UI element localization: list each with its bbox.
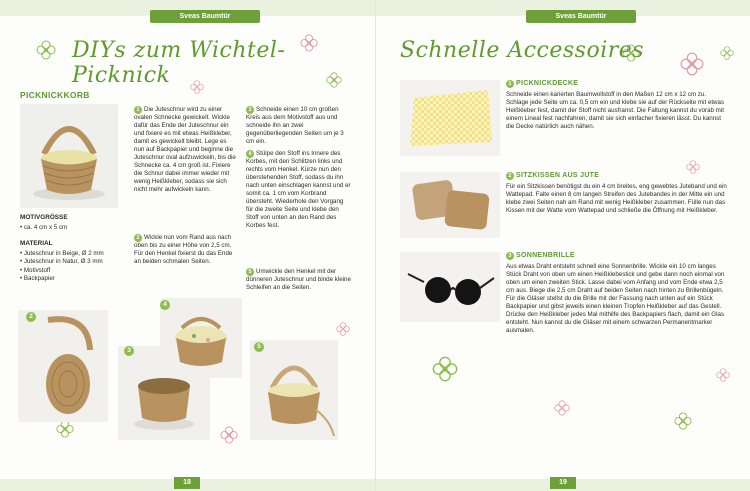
flower-icon: [686, 160, 700, 174]
step-number: 4: [246, 150, 254, 158]
item-heading: PICKNICKDECKE: [516, 80, 579, 87]
page-number: 18: [174, 477, 200, 489]
step-text: Schneide einen 10 cm großen Kreis aus dem Motivstoff aus und schneide ihn an zwei gegenüberliegenden Seiten um je 3 cm ein.: [246, 106, 344, 145]
material-heading: MATERIAL: [20, 240, 53, 247]
right-page: [375, 0, 750, 491]
step-4-photo: [160, 298, 242, 378]
step-1: [134, 106, 237, 194]
photo-number: 3: [124, 346, 134, 356]
item-heading: SONNENBRILLE: [516, 252, 575, 259]
section-heading: PICKNICKKORB: [20, 90, 90, 100]
page-title: DIYs zum Wichtel-Picknick: [72, 38, 286, 88]
flower-icon: [680, 52, 704, 76]
material-item: • Motivstoff: [20, 267, 120, 275]
chapter-tab: Sveas Baumtür: [150, 10, 260, 23]
step-number: 2: [134, 234, 142, 242]
step-text: Stülpe den Stoff ins Innere des Korbes, mit den Schlitzen links und rechts vom Henkel. Kürze nun den überstehenden Stoff, sodass du ihn nach unten einschlagen kannst und er somit ca. 1 cm vom Korbrand übersteht. Wiederhole den Vorgang für die zweite Seite und klebe den Stoff von unten an den Rand des Korbes fest.: [246, 150, 351, 229]
step-number: 1: [134, 106, 142, 114]
step-5: [246, 268, 352, 292]
photo-number: 4: [160, 300, 170, 310]
page-title: Schnelle Accessoires: [400, 38, 645, 63]
step-2-photo: [18, 310, 108, 422]
step-2: [134, 234, 237, 266]
flower-icon: [36, 40, 56, 60]
photo-number: 5: [254, 342, 264, 352]
step-number: 3: [246, 106, 254, 114]
flower-icon: [674, 412, 692, 430]
motif-size-value: • ca. 4 cm x 5 cm: [20, 224, 68, 231]
sunglasses-photo: [400, 252, 500, 322]
basket-photo: [20, 104, 118, 208]
photo-number: 2: [26, 312, 36, 322]
step-4: [246, 150, 352, 230]
cushion-photo: [400, 172, 500, 238]
item-number: 1: [506, 80, 514, 88]
item-text: Aus etwas Draht entsteht schnell eine Sonnenbrille. Wickle ein 10 cm langes Stück Draht von oben um einen Heißklebestick und gebe dann noch einmal von oben um einen zweiten Stick. Lasse dabei vom Anfang und vom Ende etwa 2,5 cm aus. Biege die 2,5 cm Draht auf beiden Seiten nach hinten zu Brillenbügeln. Für die Gläser stellst du die Brille mit der Fassung nach unten auf ein Stück Backpapier und gibst jeweils einen kleinen Tropfen Heißkleber auf das Gestell. Drücke den Heißkleber jedes Mal mithilfe des Backpapiers flach, damit ein Glas entsteht. Nun kannst du die Gläser mit einem schwarzen Permanentmarker ausmalen.: [506, 263, 725, 334]
chapter-tab: Sveas Baumtür: [526, 10, 636, 23]
material-list: [20, 250, 120, 284]
flower-icon: [554, 400, 570, 416]
step-text: Die Juteschnur wird zu einer ovalen Schnecke gewickelt. Wickle dafür das Ende der Juteschnur ein und fixiere es mit etwas Heißkleber, damit es gewickelt bleibt. Lege es nun auf Backpapier und beginne die Juteschnur oval aufzuwickeln, bis die Schnecke ca. 4 cm groß ist. Fixiere die Schnur dabei immer wieder mit wenig Heißkleber, sodass sie sich nicht mehr aufwickeln kann.: [134, 106, 236, 193]
flower-icon: [716, 368, 730, 382]
step-number: 5: [246, 268, 254, 276]
page-number: 19: [550, 477, 576, 489]
step-3: [246, 106, 352, 146]
flower-icon: [336, 322, 350, 336]
step-text: Umwickle den Henkel mit der dünneren Juteschnur und binde kleine Schleifen an die Seiten.: [246, 268, 351, 291]
flower-icon: [432, 356, 458, 382]
step-5-photo: [250, 340, 338, 440]
item-number: 2: [506, 172, 514, 180]
step-text: Wickle nun vom Rand aus nach oben bis zu einer Höhe von 2,5 cm. Für den Henkel fixierst du das Ende an beiden schmalen Seiten.: [134, 234, 233, 265]
material-item: • Juteschnur in Beige, Ø 2 mm: [20, 250, 120, 258]
item-heading: SITZKISSEN AUS JUTE: [516, 172, 600, 179]
blanket-photo: [400, 80, 500, 156]
material-item: • Backpapier: [20, 275, 120, 283]
flower-icon: [56, 420, 74, 438]
material-item: • Juteschnur in Natur, Ø 3 mm: [20, 258, 120, 266]
item-text: Für ein Sitzkissen benötigst du ein 4 cm breites, eng gewebtes Juteband und ein Wattepad. Falte einen 8 cm langen Streifen des Jutebandes in der Mitte ein und klebe zwei Seiten nah am Rand mit wenig Heißkleber zusammen. Fülle nun das Kissen mit der Watte vom Wattepad und schließe die Öffnung mit Heißkleber.: [506, 183, 727, 214]
motif-size-heading: MOTIVGRÖSSE: [20, 214, 68, 221]
item-number: 3: [506, 252, 514, 260]
item-text: Schneide einen karierten Baumwollstoff in den Maßen 12 cm x 12 cm zu. Schlage jede Seite um ca. 0,5 cm ein und klebe sie auf der Rückseite mit etwas Heißkleber fest, damit der Stoff nicht ausfranst. Die Faltung kannst du vorab mit einem Lineal fest nachfahren, damit sie sich einfacher fixieren lässt. Du kannst die Decke natürlich auch nähen.: [506, 91, 725, 130]
flower-icon: [720, 46, 734, 60]
flower-icon: [220, 426, 238, 444]
